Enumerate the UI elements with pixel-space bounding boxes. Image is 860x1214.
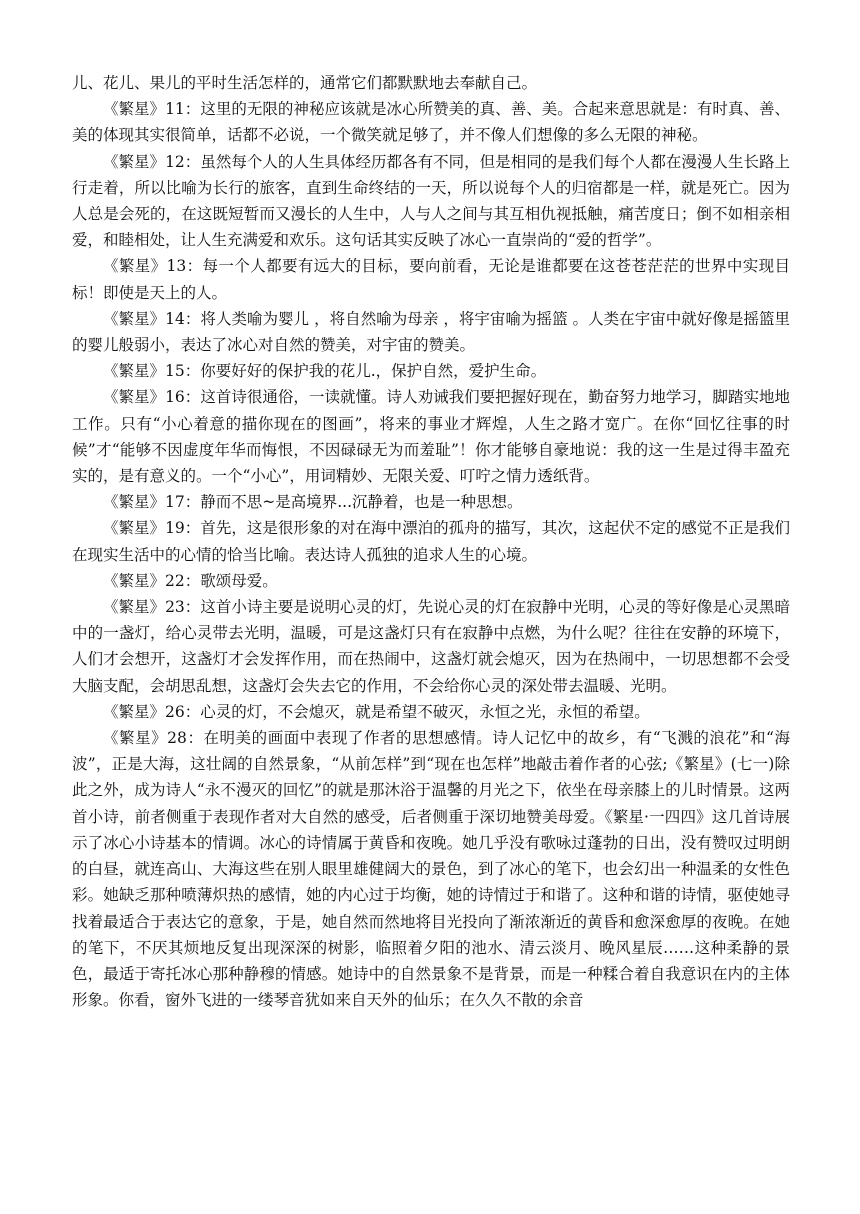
document-page — [72, 70, 790, 1013]
paragraph-continuation: 儿、花儿、果儿的平时生活怎样的，通常它们都默默地去奉献自己。 — [72, 74, 538, 92]
paragraph-fanxing-23: 《繁星》23：这首小诗主要是说明心灵的灯，先说心灵的灯在寂静中光明，心灵的等好像是心灵黑暗中的一盏灯，给心灵带去光明，温暖，可是这盏灯只有在寂静中点燃，为什么呢？往往在安静的环境下，人们才会想开，这盏灯才会发挥作用，而在热闹中，这盏灯就会熄灭，因为在热闹中，一切思想都不会受大脑支配，会胡思乱想，这盏灯会失去它的作用，不会给你心灵的深处带去温暖、光明。 — [72, 598, 790, 695]
paragraph-fanxing-15: 《繁星》15：你要好好的保护我的花儿.，保护自然，爱护生命。 — [103, 362, 547, 381]
paragraph-fanxing-22: 《繁星》22：歌颂母爱。 — [103, 571, 278, 590]
paragraph-fanxing-13: 《繁星》13：每一个人都要有远大的目标，要向前看，无论是谁都要在这苍苍茫茫的世界中实现目标！即使是天上的人。 — [72, 257, 790, 302]
paragraph-fanxing-17: 《繁星》17：静而不思~是高境界...沉静着，也是一种思想。 — [103, 493, 523, 512]
paragraph-fanxing-11: 《繁星》11：这里的无限的神秘应该就是冰心所赞美的真、善、美。合起来意思就是：有时真、善、美的体现其实很简单，话都不必说，一个微笑就足够了，并不像人们想像的多么无限的神秘。 — [72, 100, 790, 145]
paragraph-fanxing-16: 《繁星》16：这首诗很通俗，一读就懂。诗人劝诫我们要把握好现在，勤奋努力地学习，脚踏实地地工作。只有“小心着意的描你现在的图画”，将来的事业才辉煌，人生之路才宽广。在你“回忆往事的时候”才“能够不因虚度年华而悔恨，不因碌碌无为而羞耻”！你才能够自豪地说：我的这一生是过得丰盈充实的，是有意义的。一个“小心”，用词精妙、无限关爱、叮咛之情力透纸背。 — [72, 388, 790, 486]
paragraph-fanxing-12: 《繁星》12：虽然每个人的人生具体经历都各有不同，但是相同的是我们每个人都在漫漫人生长路上行走着，所以比喻为长行的旅客，直到生命终结的一天，所以说每个人的归宿都是一样，就是死亡。因为人总是会死的，在这既短暂而又漫长的人生中，人与人之间与其互相仇视抵触，痛苦度日；倒不如相亲相爱，和睦相处，让人生充满爱和欢乐。这句话其实反映了冰心一直崇尚的“爱的哲学”。 — [72, 152, 790, 250]
paragraph-fanxing-26: 《繁星》26：心灵的灯，不会熄灭，就是希望不破灭，永恒之光，永恒的希望。 — [103, 702, 650, 721]
paragraph-fanxing-19: 《繁星》19：首先，这是很形象的对在海中漂泊的孤舟的描写，其次，这起伏不定的感觉不正是我们在现实生活中的心情的恰当比喻。表达诗人孤独的追求人生的心境。 — [72, 519, 790, 564]
paragraph-fanxing-28: 《繁星》28：在明美的画面中表现了作者的思想感情。诗人记忆中的故乡，有“飞溅的浪花”和“海波”，正是大海，这壮阔的自然景象，“从前怎样”到“现在也怎样”地敲击着作者的心弦;《繁星》(七一)除此之外，成为诗人“永不漫灭的回忆”的就是那沐浴于温馨的月光之下，依坐在母亲膝上的儿时情景。这两首小诗，前者侧重于表现作者对大自然的感受，后者侧重于深切地赞美母爱。《繁星·一四四》这几首诗展示了冰心小诗基本的情调。冰心的诗情属于黄昏和夜晚。她几乎没有歌咏过蓬勃的日出，没有赞叹过明朗的白昼，就连高山、大海这些在别人眼里雄健阔大的景色，到了冰心的笔下，也会幻出一种温柔的女性色彩。她缺乏那种喷薄炽热的感情，她的内心过于均衡，她的诗情过于和谐了。这种和谐的诗情，驱使她寻找着最适合于表达它的意象，于是，她自然而然地将目光投向了渐浓渐近的黄昏和愈深愈厚的夜晚。在她的笔下，不厌其烦地反复出现深深的树影，临照着夕阳的池水、清云淡月、晚风星辰……这种柔静的景色，最适于寄托冰心那种静穆的情感。她诗中的自然景象不是背景，而是一种糅合着自我意识在内的主体形象。你看，窗外飞进的一缕琴音犹如来自天外的仙乐；在久久不散的余音 — [72, 729, 790, 1010]
paragraph-fanxing-14: 《繁星》14：将人类喻为婴儿 ，将自然喻为母亲 ，将宇宙喻为摇篮 。人类在宇宙中就好像是摇篮里的婴儿般弱小，表达了冰心对自然的赞美，对宇宙的赞美。 — [72, 309, 790, 355]
